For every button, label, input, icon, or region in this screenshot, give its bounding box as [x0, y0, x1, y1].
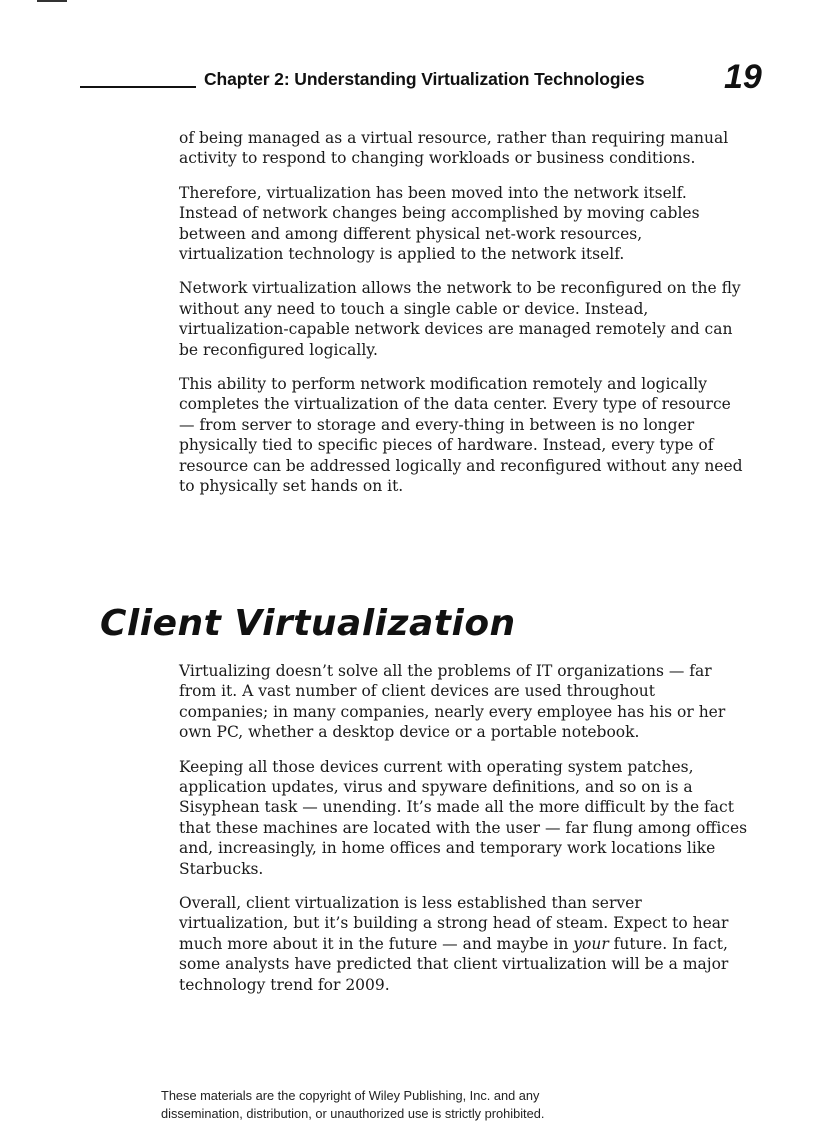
emphasis-text: your	[573, 934, 609, 953]
running-head: Chapter 2: Understanding Virtualization Technologies	[204, 69, 645, 89]
paragraph: of being managed as a virtual resource, rather than requiring manual activity to respond to changing workloads or business conditions.	[179, 129, 729, 168]
body-text-top	[179, 128, 749, 511]
paragraph-text: future. In fact, some analysts have predicted that client virtualization will be a major technology trend for 2009.	[179, 934, 729, 994]
paragraph-text: Overall, client virtualization is less established than server virtualization, but it’s building a strong head of steam. Expect to hear much more about it in the future — and maybe in	[179, 894, 729, 953]
copyright-footer	[161, 1087, 721, 1123]
paragraph: Network virtualization allows the network to be reconfigured on the fly without any need to touch a single cable or device. Instead, virtualization-capable network devices are managed remotely and can be reconfigured logically.	[179, 279, 741, 359]
paragraph: Keeping all those devices current with operating system patches, application updates, virus and spyware definitions, and so on is a Sisyphean task — unending. It’s made all the more difficult by the fact that these machines are located with the user — far flung among offices and, increasingly, in home offices and temporary work locations like Starbucks.	[179, 757, 748, 878]
page-number: 19	[724, 58, 762, 96]
paragraph: This ability to perform network modification remotely and logically completes the virtualization of the data center. Every type of resource — from server to storage and every-thing in between is no longer physically tied to specific pieces of hardware. Instead, every type of resource can be addressed logically and reconfigured without any need to physically set hands on it.	[179, 375, 743, 496]
footer-line: dissemination, distribution, or unauthorized use is strictly prohibited.	[161, 1106, 545, 1121]
paragraph: Virtualizing doesn’t solve all the problems of IT organizations — far from it. A vast number of client devices are used throughout companies; in many companies, nearly every employee has his or her own PC, whether a desktop device or a portable notebook.	[179, 662, 726, 742]
header-rule	[80, 86, 196, 88]
section-heading: Client Virtualization	[100, 603, 516, 644]
corner-crop-mark	[37, 0, 67, 2]
paragraph: Therefore, virtualization has been moved into the network itself. Instead of network changes being accomplished by moving cables between and among different physical net-work resources, virtualization technology is applied to the network itself.	[179, 183, 700, 264]
footer-line: These materials are the copyright of Wiley Publishing, Inc. and any	[161, 1088, 540, 1103]
body-text-section	[179, 661, 749, 1009]
paragraph-with-emphasis	[179, 893, 749, 995]
